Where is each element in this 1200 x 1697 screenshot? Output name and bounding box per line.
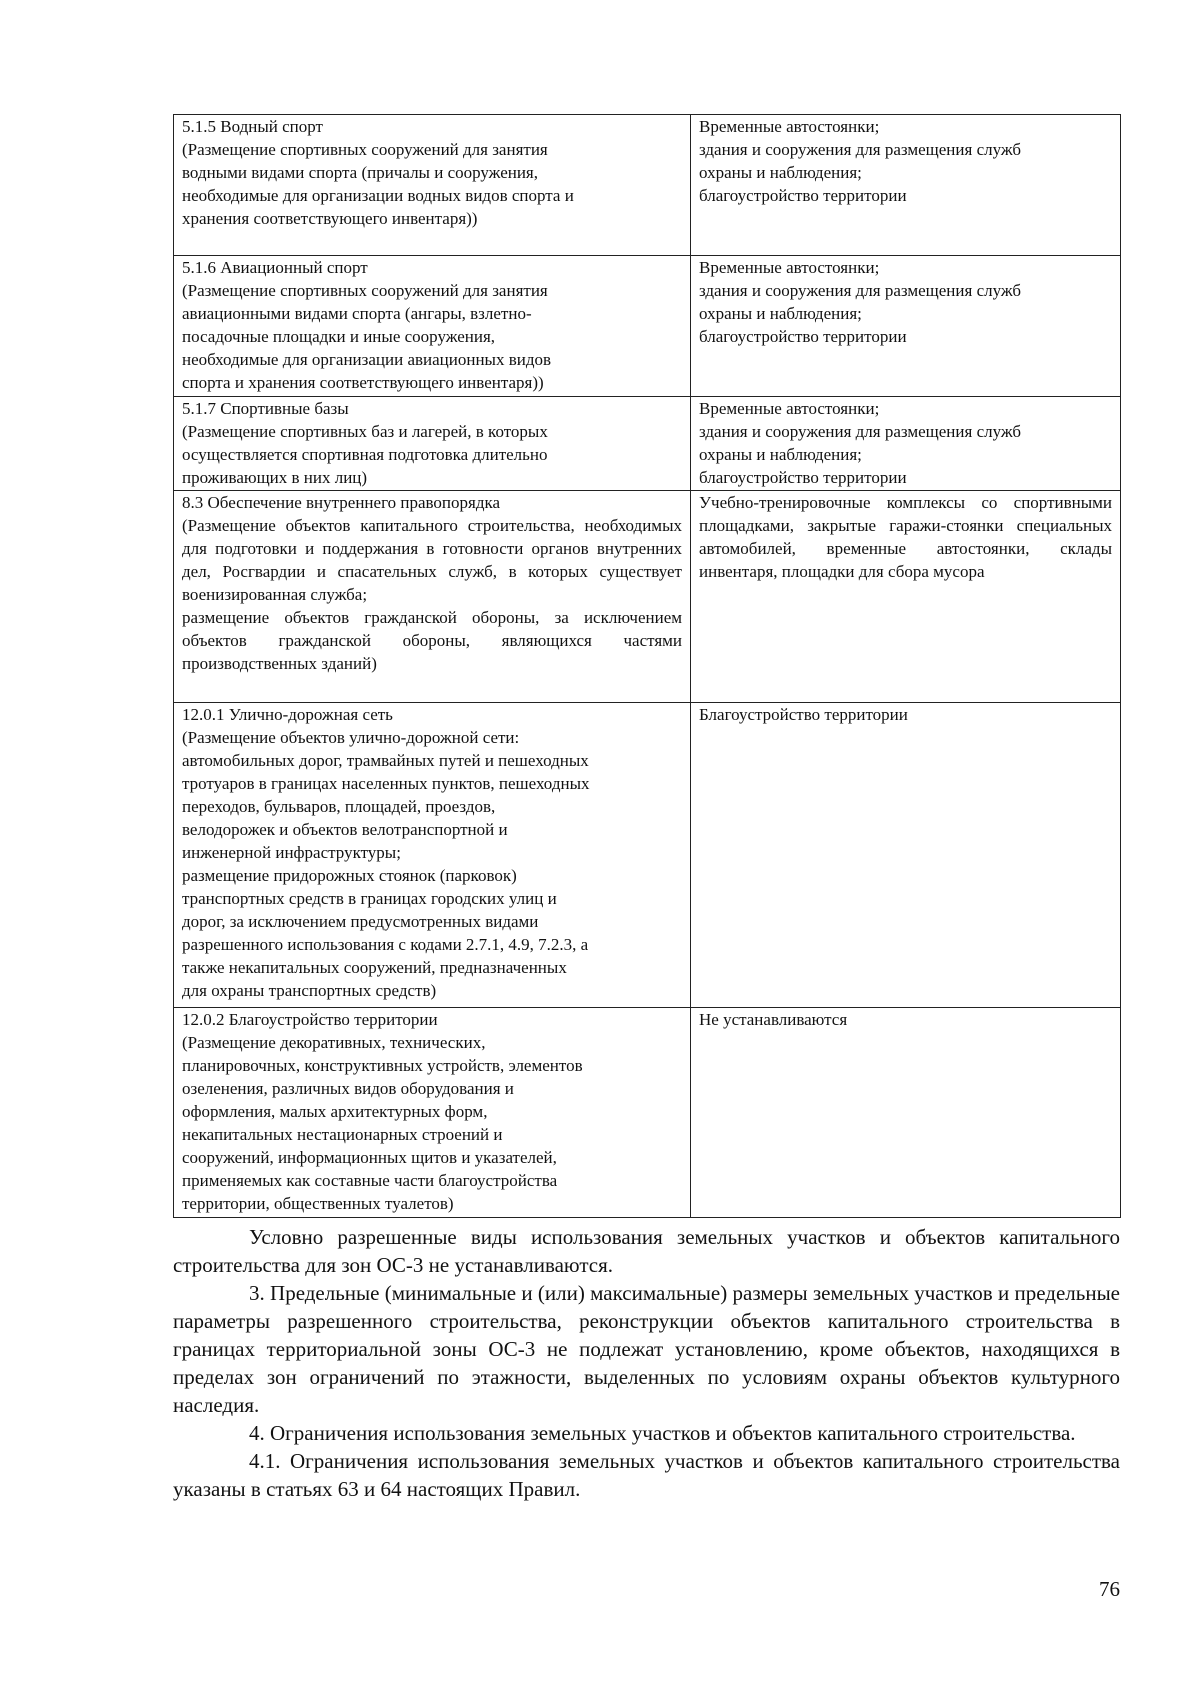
table-row — [174, 256, 1121, 397]
auxiliary-use-text: Учебно-тренировочные комплексы со спортивными площадками, закрытые гаражи-стоянки специальных автомобилей, временные автостоянки, склады инвентаря, площадки для сбора мусора — [699, 493, 1112, 581]
land-use-code-title: 8.3 Обеспечение внутреннего правопорядка — [182, 493, 501, 512]
land-use-code-title: 5.1.5 Водный спорт — [182, 117, 323, 136]
land-use-code-title: 5.1.6 Авиационный спорт — [182, 258, 368, 277]
table-row — [174, 115, 1121, 256]
land-use-table — [173, 114, 1121, 1218]
land-use-type-cell — [174, 256, 691, 397]
auxiliary-use-cell — [691, 397, 1121, 491]
paragraph: 4.1. Ограничения использования земельных участков и объектов капитального строительства указаны в статьях 63 и 64 настоящих Правил. — [173, 1449, 1120, 1501]
land-use-description: (Размещение спортивных сооружений для занятия водными видами спорта (причалы и сооружения, необходимые для организации водных видов спорта и хранения соответствующего инвентаря)) — [182, 140, 574, 228]
paragraph: 4. Ограничения использования земельных участков и объектов капитального строительства. — [249, 1421, 1076, 1445]
auxiliary-use-cell — [691, 1008, 1121, 1218]
body-text — [173, 1223, 1120, 1503]
auxiliary-use-text: Временные автостоянки; здания и сооружения для размещения служб охраны и наблюдения; благоустройство территории — [699, 117, 1022, 205]
auxiliary-use-text: Не устанавливаются — [699, 1010, 848, 1029]
auxiliary-use-text: Благоустройство территории — [699, 705, 908, 724]
land-use-type-cell — [174, 1008, 691, 1218]
table-row — [174, 703, 1121, 1008]
land-use-type-cell — [174, 703, 691, 1008]
auxiliary-use-text: Временные автостоянки; здания и сооружения для размещения служб охраны и наблюдения; благоустройство территории — [699, 399, 1022, 487]
land-use-code-title: 5.1.7 Спортивные базы — [182, 399, 349, 418]
table-row — [174, 491, 1121, 703]
land-use-description: (Размещение декоративных, технических, планировочных, конструктивных устройств, элементов озеленения, различных видов оборудования и оформления, малых архитектурных форм, некапитальных нестационарных строений и сооружений, информационных щитов и указателей, применяемых как составные части благоустройства территории, общественных туалетов) — [182, 1033, 583, 1213]
auxiliary-use-cell — [691, 703, 1121, 1008]
land-use-description: (Размещение спортивных баз и лагерей, в которых осуществляется спортивная подготовка длительно проживающих в них лиц) — [182, 422, 548, 487]
page-number: 76 — [1099, 1577, 1120, 1601]
auxiliary-use-cell — [691, 115, 1121, 256]
land-use-code-title: 12.0.1 Улично-дорожная сеть — [182, 705, 393, 724]
land-use-type-cell — [174, 491, 691, 703]
table-row — [174, 397, 1121, 491]
land-use-description: (Размещение спортивных сооружений для занятия авиационными видами спорта (ангары, взлетно- посадочные площадки и иные сооружения, необходимые для организации авиационных видов спорта и хранения соответствующего инвентаря)) — [182, 281, 552, 392]
paragraph: 3. Предельные (минимальные и (или) максимальные) размеры земельных участков и предельные параметры разрешенного строительства, реконструкции объектов капитального строительства в границах территориальной зоны ОС-3 не подлежат установлению, кроме объектов, находящихся в пределах зон ограничений по этажности, выделенных по условиям охраны объектов культурного наследия. — [173, 1281, 1120, 1417]
auxiliary-use-cell — [691, 256, 1121, 397]
auxiliary-use-text: Временные автостоянки; здания и сооружения для размещения служб охраны и наблюдения; благоустройство территории — [699, 258, 1022, 346]
land-use-description: (Размещение объектов улично-дорожной сети: автомобильных дорог, трамвайных путей и пешеходных тротуаров в границах населенных пунктов, пешеходных переходов, бульваров, площадей, проездов, велодорожек и объектов велотранспортной и инженерной инфраструктуры; размещение придорожных стоянок (парковок) транспортных средств в границах городских улиц и дорог, за исключением предусмотренных видами разрешенного использования с кодами 2.7.1, 4.9, 7.2.3, а также некапитальных сооружений, предназначенных для охраны транспортных средств) — [182, 728, 590, 1000]
land-use-description: (Размещение объектов капитального строительства, необходимых для подготовки и поддержания в готовности органов внутренних дел, Росгвардии и спасательных служб, в которых существует военизированная служба; размещение объектов гражданской обороны, за исключением объектов гражданской обороны, являющихся частями производственных зданий) — [182, 516, 682, 673]
land-use-code-title: 12.0.2 Благоустройство территории — [182, 1010, 438, 1029]
paragraph: Условно разрешенные виды использования земельных участков и объектов капитального строительства для зон ОС-3 не устанавливаются. — [173, 1225, 1120, 1277]
land-use-type-cell — [174, 115, 691, 256]
land-use-type-cell — [174, 397, 691, 491]
table-row — [174, 1008, 1121, 1218]
auxiliary-use-cell — [691, 491, 1121, 703]
